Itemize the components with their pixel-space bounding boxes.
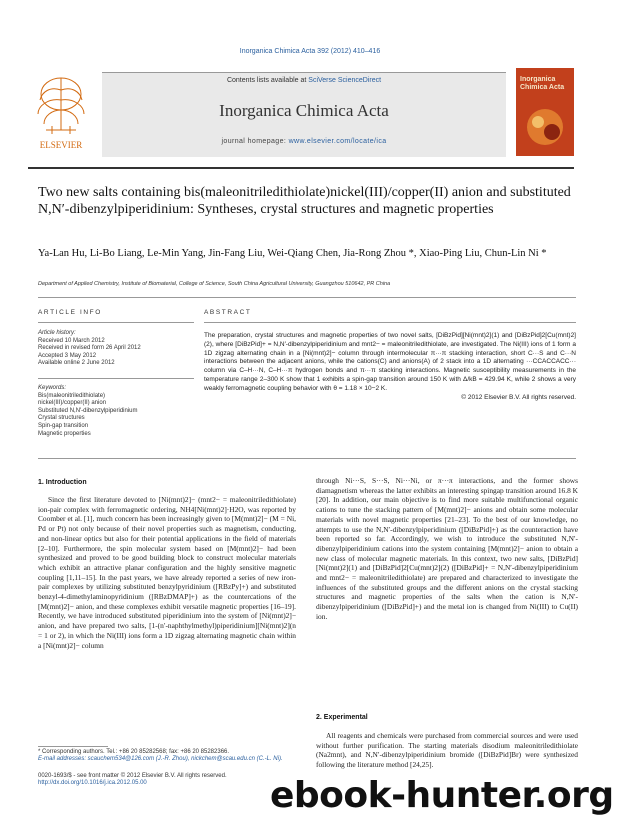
keyword: Crystal structures (38, 415, 85, 422)
article-title: Two new salts containing bis(maleonitriledithiolate)nickel(III)/copper(II) anion and substituted N,N′-dibenzylpiperidinium: Syntheses, crystal structures and magnetic properties (38, 185, 571, 217)
journal-cover-thumbnail (516, 68, 574, 156)
author-list: Ya-Lan Hu, Li-Bo Liang, Le-Min Yang, Jin-Fang Liu, Wei-Qiang Chen, Jia-Rong Zhou *, Xiao-Ping Liu, Chun-Lin Ni * (38, 248, 547, 259)
keyword: Spin-gap transition (38, 422, 89, 429)
elsevier-logo (28, 68, 94, 156)
keyword: Substituted N,N′-dibenzylpiperidinium (38, 407, 138, 414)
journal-title: Inorganica Chimica Acta (219, 101, 389, 120)
abstract-rule (204, 322, 576, 323)
section-heading-experimental: 2. Experimental (316, 714, 368, 721)
history-item: Received 10 March 2012 (38, 337, 105, 344)
keyword: nickel(III)/copper(II) anion (38, 400, 107, 407)
section-divider (38, 458, 576, 459)
journal-citation[interactable]: Inorganica Chimica Acta 392 (2012) 410–416 (239, 48, 381, 55)
info-rule (38, 378, 194, 379)
abstract-body: The preparation, crystal structures and magnetic properties of two novel salts, [DiBzPid][Ni(mnt)2](1) and [DiBzPid]2[Cu(mnt)2](2), where [DiBzPid]+ = N,N′-dibenzylpiperidinium and mnt2− = maleonitriledithiolate, are investigated. The Ni(III) ions of 1 form a 1D zigzag alternating chain in a [Ni(mnt)2]− column through intermolecular π···π stacking interaction, short C···S and C···N interactions between the adjacent anions, while the cations(C) and anions(A) of 2 stack into a 1D alternating ···CCACCACC··· column via C–H···N, C–H···π hydrogen bonds and π···π stacking interactions. Magnetic susceptibility measurements in the temperature range 2–300 K show that 1 exhibits a spin-gap transition around 150 K with Δ/kB = 429.94 K, while 2 shows a very weakly ferromagnetic coupling behavior with θ = 1.18 × 10−2 K. © 2012 Elsevier B.V. All rights reserved. (204, 332, 576, 401)
journal-homepage: journal homepage: www.elsevier.com/locate/ica (221, 138, 387, 145)
experimental-paragraph: All reagents and chemicals were purchased from commercial sources and were used without further purification. The starting materials disodium maleonitriledithiolate (Na2mnt), and N,N′-dibenzylpiperidinium bromide ([DiBzPid]Br) were synthesized following the literature method [24,25]. (316, 731, 578, 770)
copyright: © 2012 Elsevier B.V. All rights reserved. (461, 393, 576, 401)
homepage-link[interactable]: www.elsevier.com/locate/ica (288, 138, 387, 145)
affiliation: Department of Applied Chemistry, Institute of Biomaterial, College of Science, South China Agricultural University, Guangzhou 510642, PR China (38, 281, 391, 287)
history-item: Received in revised form 26 April 2012 (38, 345, 141, 352)
front-matter: 0020-1693/$ - see front matter © 2012 Elsevier B.V. All rights reserved. http://dx.doi.org/10.1016/j.ica.2012.05.00 (38, 773, 296, 788)
section-heading-introduction: 1. Introduction (38, 479, 87, 486)
footnote: * Corresponding authors. Tel.: +86 20 85282568; fax: +86 20 85282366. E-mail addresses: scauchem534@126.com (J.-R. Zhou), nickchem@scau.edu.cn (C.-L. Ni). (38, 749, 296, 764)
watermark: ebook-hunter.org (270, 775, 614, 816)
article-info-heading: ARTICLE INFO (38, 309, 102, 316)
keyword: Magnetic properties (38, 430, 91, 437)
keywords: Keywords: Bis(maleonitriledithiolate) nickel(III)/copper(II) anion Substituted N,N′-dibenzylpiperidinium Crystal structures Spin-gap transition Magnetic properties (38, 385, 194, 438)
journal-header-band (102, 72, 506, 157)
article-history: Article history: Received 10 March 2012 Received in revised form 26 April 2012 Accepted 3 May 2012 Available online 2 June 2012 (38, 330, 194, 368)
sciencedirect-link[interactable]: SciVerse ScienceDirect (308, 77, 382, 84)
intro-paragraph: Since the first literature devoted to [Ni(mnt)2]− (mnt2− = maleonitriledithiolate) ion-pair complex with ferromagnetic ordering, NH4[Ni(mnt)2]·H2O, was reported by Coomber et al. [1], much concern has been increasingly given to [M(mnt)2]− (M = Ni, Pd or Pt) not only because of their novel properties such as magnetism, conducting, and non-linear optics but also for their potential applications in the field of materials [2–10]. Furthermore, the spin molecular system based on [M(mnt)2]− had been synthesized and proved to be good building block to construct molecular materials which exhibit an attractive planar configuration and the highly sensitive magnetic coupling [1,11–15]. In the past years, we have already reported a series of new iron-pair complexes by utilizing substituted benzylpyridinium ([RBzPy]+) and substituted benzyl-4-dimethylaminopyridinium ([RBzDMAP]+) as the countercations of the [M(mnt)2]− anion, and these complexes exhibit versatile magnetic properties [16–19]. Recently, we have introduced substituted piperidinium into the system of [Ni(mnt)2]− anion, and have prepared two salts, [1-(n′-naphthylmethyl)piperidinium][Ni(mnt)2](n = 1 or 2), in which the Ni(III) ions form a 1D zigzag alternating magnetic chain within a [Ni(mnt)2]− column (38, 495, 296, 650)
cover-title: Inorganica Chimica Acta (520, 76, 565, 91)
doi-link[interactable]: http://dx.doi.org/10.1016/j.ica.2012.05.00 (38, 780, 147, 787)
footnote-rule (38, 746, 108, 747)
info-rule (38, 322, 194, 323)
abstract-heading: ABSTRACT (204, 309, 252, 316)
keyword: Bis(maleonitriledithiolate) (38, 392, 106, 399)
history-item: Accepted 3 May 2012 (38, 352, 97, 359)
svg-text:ELSEVIER: ELSEVIER (39, 140, 83, 150)
intro-paragraph-continued: through Ni···S, S···S, Ni···Ni, or π···π interactions, and the former shows diamagnetism whereas the latter exhibits an interesting spingap transition around 16.8 K [20]. In addition, our main objective is to find more suitable multifunctional organic cations to tune the stacking pattern of [M(mnt)2]− anions and obtain some molecular materials with novel magnetic properties [21–23]. To the best of our knowledge, no attempts to use the N,N′-dibenzylpiperidinium ([DiBzPid]+) as the counteraction have been reported so far. Accordingly, we wish to introduce the substituted N,N′-dibenzylpiperidinium cations into the system containing [M(mnt)2]− anion to obtain a new class of molecular magnetic materials. In this context, two new salts, [DiBzPid][Ni(mnt)2](1) and [DiBzPid]2[Cu(mnt)2](2) ([DiBzPid]+ = N,N′-dibenzylpiperidinium and mnt2− = maleonitriledithiolate) are prepared and characterized to investigate the influences of the substituted groups and the different anions on the crystal stacking structures and magnetic properties of the salts when the cation is N,N′-dibenzylpiperidinium ([DiBzPid]+) and the metal ion is changed from Ni(III) to Cu(II) ion. (316, 476, 578, 621)
history-item: Available online 2 June 2012 (38, 360, 115, 367)
header-rule (28, 167, 574, 169)
section-divider (38, 297, 576, 298)
contents-line: Contents lists available at SciVerse ScienceDirect (226, 77, 382, 84)
cover-art (522, 104, 568, 150)
email-addresses[interactable]: E-mail addresses: scauchem534@126.com (J.-R. Zhou), nickchem@scau.edu.cn (C.-L. Ni). (38, 756, 283, 763)
